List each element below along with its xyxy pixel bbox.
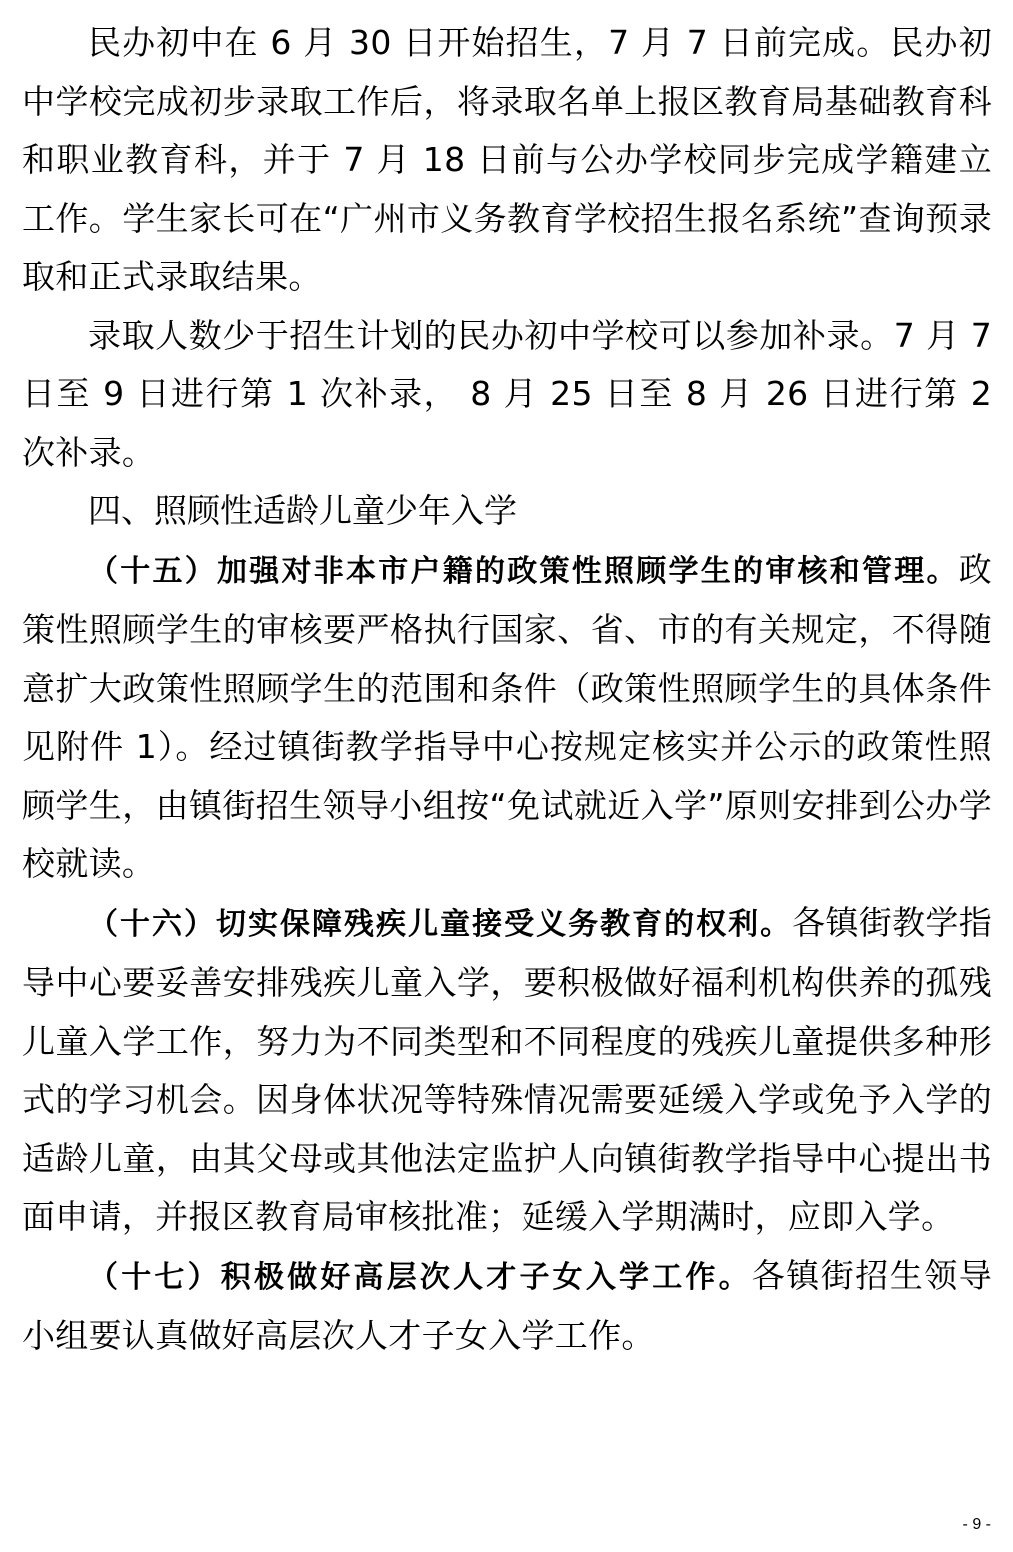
item-16-text: 各镇街教学指导中心要妥善安排残疾儿童入学，要积极做好福利机构供养的孤残儿童入学工作，努力为不同类型和不同程度的残疾儿童提供多种形式的学习机会。因身体状况等特殊情况需要延缓入学或免予入学的适龄儿童，由其父母或其他法定监护人向镇街教学指导中心提出书面申请，并报区教育局审核批准；延缓入学期满时，应即入学。	[22, 902, 992, 1236]
item-17-text: 各镇街招生领导小组要认真做好高层次人才子女入学工作。	[22, 1255, 992, 1355]
section-heading: 四、照顾性适龄儿童少年入学	[88, 491, 517, 530]
document-body	[22, 14, 992, 1366]
paragraph-supplementary-enrollment	[22, 307, 992, 483]
item-15-lead: （十五）加强对非本市户籍的政策性照顾学生的审核和管理。	[88, 553, 959, 589]
item-15	[22, 541, 992, 894]
item-16-lead: （十六）切实保障残疾儿童接受义务教育的权利。	[88, 906, 793, 942]
item-15-text: 政策性照顾学生的审核要严格执行国家、省、市的有关规定，不得随意扩大政策性照顾学生的范围和条件（政策性照顾学生的具体条件见附件 1）。经过镇街教学指导中心按规定核实并公示的政策性照顾学生，由镇街招生领导小组按“免试就近入学”原则安排到公办学校就读。	[22, 549, 992, 883]
paragraph-text: 民办初中在 6 月 30 日开始招生，7 月 7 日前完成。民办初中学校完成初步录取工作后，将录取名单上报区教育局基础教育科和职业教育科，并于 7 月 18 日前与公办学校同步完成学籍建立工作。学生家长可在“广州市义务教育学校招生报名系统”查询预录取和正式录取结果。	[22, 23, 992, 296]
item-16	[22, 894, 992, 1247]
paragraph-text: 录取人数少于招生计划的民办初中学校可以参加补录。7 月 7 日至 9 日进行第 1 次补录， 8 月 25 日至 8 月 26 日进行第 2 次补录。	[22, 315, 992, 472]
paragraph-enrollment-schedule	[22, 14, 992, 307]
item-17	[22, 1247, 992, 1366]
item-17-lead: （十七）积极做好高层次人才子女入学工作。	[88, 1259, 752, 1295]
page-number: - 9 -	[962, 1516, 991, 1533]
